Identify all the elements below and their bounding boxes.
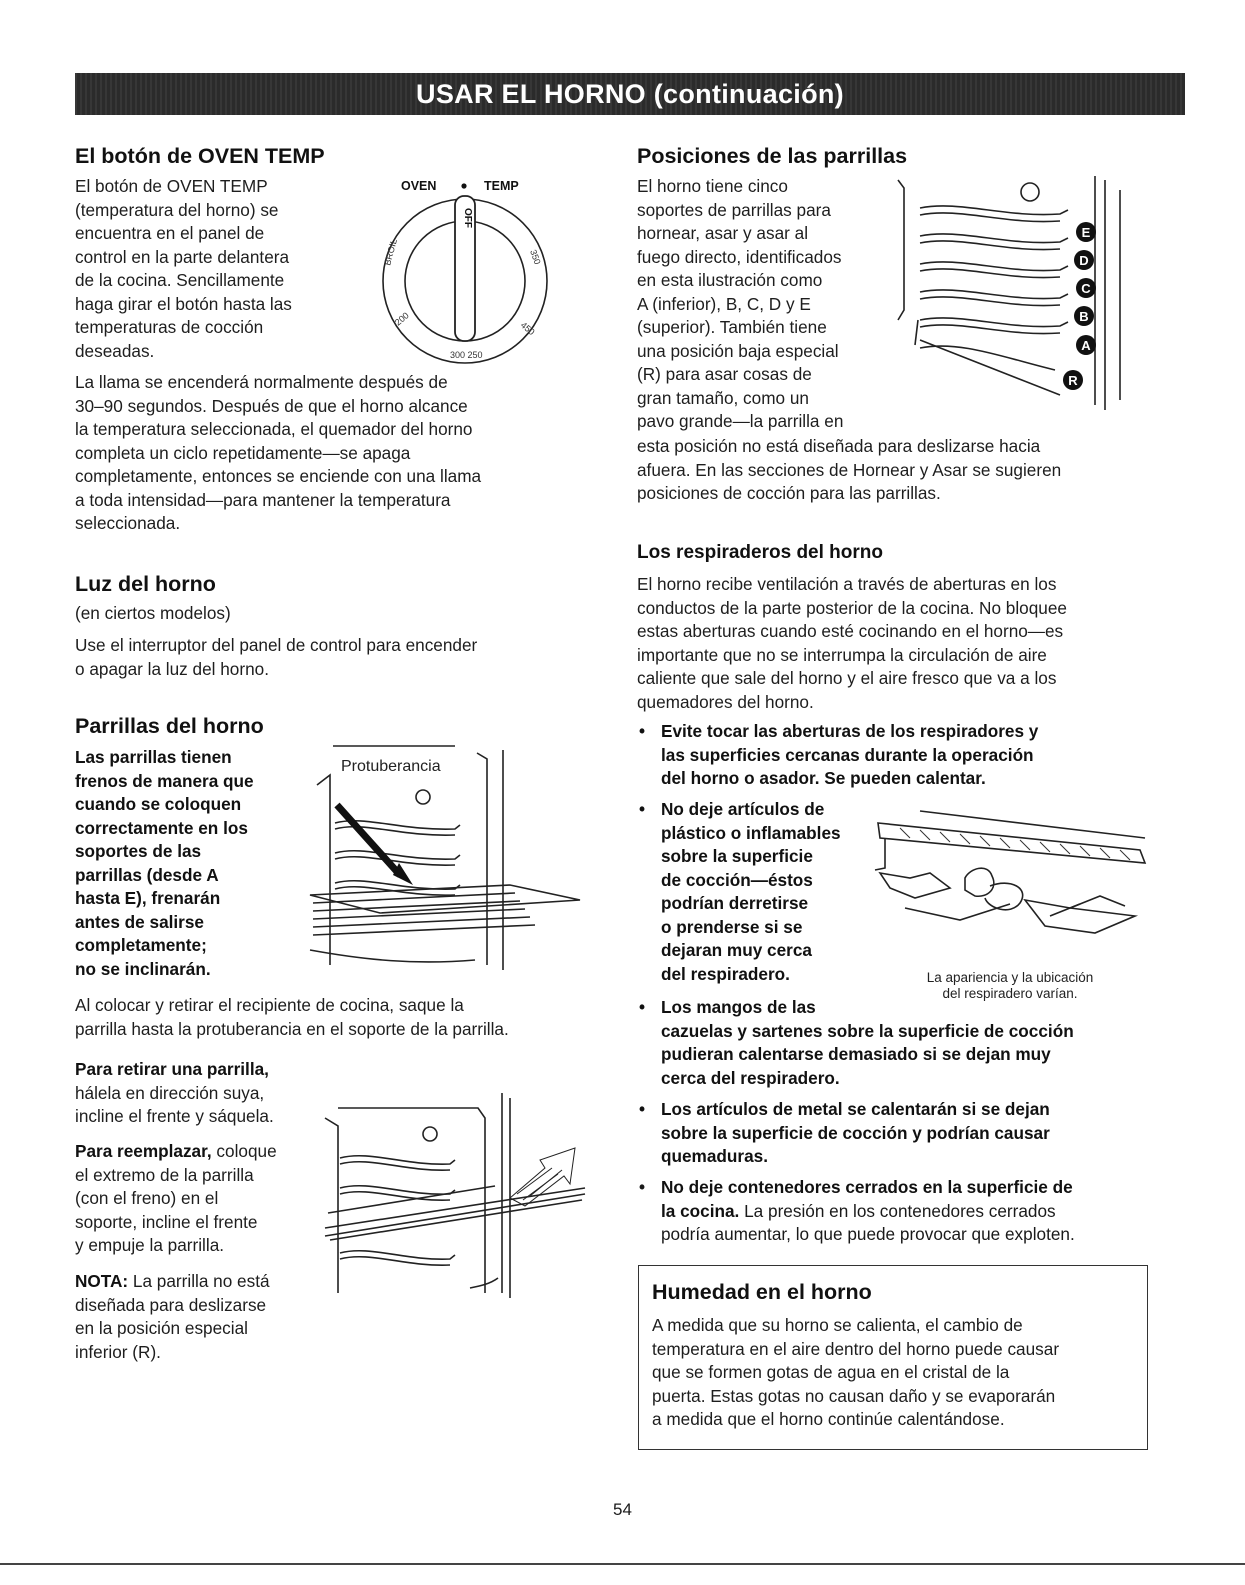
rack-positions-narrow-text: El horno tiene cinco soportes de parrillas para hornear, asar y asar al fuego directo, identificados en esta ilustración como A (inferior), B, C, D y E (superior). También tiene una posición baja especial (R) para asar cosas de gran tamaño, como un pavo grande—la parrilla en	[637, 176, 844, 431]
rack-remove-text: Para retirar una parrilla, hálela en dirección suya, incline el frente y sáquela.	[75, 1059, 274, 1126]
svg-text:300 250: 300 250	[450, 350, 483, 360]
list-item: • No deje contenedores cerrados en la superficie de la cocina. La presión en los contenedores cerrados podría aumentar, lo que puede provocar que exploten.	[639, 1177, 1075, 1244]
knob-label-temp: TEMP	[484, 179, 519, 193]
vent-caption: La apariencia y la ubicación del respiradero varían.	[926, 970, 1094, 1001]
section-header-bar	[75, 73, 1185, 115]
rack-note-text: NOTA: La parrilla no está diseñada para deslizarse en la posición especial inferior (R).	[75, 1271, 270, 1362]
rack-positions-wide-text: esta posición no está diseñada para deslizarse hacia afuera. En las secciones de Hornear y Asar se sugieren posiciones de cocción para las parrillas.	[637, 436, 1062, 503]
knob-off-label: OFF	[462, 208, 473, 228]
oven-vents-body: El horno recibe ventilación a través de aberturas en los conductos de la parte posterior de la cocina. No bloquee estas aberturas cuando esté cocinando en el horno—es importante que no se interrumpa la circulación de aire caliente que sale del horno y el aire fresco que va a los quemadores del horno.	[637, 574, 1067, 712]
rack-after-text: Al colocar y retirar el recipiente de cocina, saque la parrilla hasta la protuberancia en el soporte de la parrilla.	[75, 995, 509, 1039]
rack-remove-illustration	[320, 1088, 585, 1308]
oven-racks-bold-text: Las parrillas tienen frenos de manera que cuando se coloquen correctamente en los soportes de las parrillas (desde A hasta E), frenarán antes de salirse completamente; no se inclinarán.	[75, 747, 254, 979]
oven-temp-body: La llama se encenderá normalmente después de 30–90 segundos. Después de que el horno alcance la temperatura seleccionada, el quemador del horno completa un ciclo repetidamente—se apaga completamente, entonces se enciende con una llama a toda intensidad—para mantener la temperatura seleccionada.	[75, 372, 482, 533]
list-item: • Evite tocar las aberturas de los respiradores y las superficies cercanas durante la operación del horno o asador. Se pueden calentar.	[639, 721, 1039, 788]
list-item: • Los artículos de metal se calentarán si se dejan sobre la superficie de cocción y podrían causar quemaduras.	[639, 1099, 1050, 1166]
page-number: 54	[613, 1500, 632, 1519]
rack-positions-heading: Posiciones de las parrillas	[637, 144, 908, 168]
oven-temp-heading: El botón de OVEN TEMP	[75, 144, 325, 168]
oven-humidity-heading: Humedad en el horno	[652, 1280, 872, 1304]
list-item: • No deje artículos de plástico o inflamables sobre la superficie de cocción—éstos podrían derretirse o prenderse si se dejaran muy cerca del respiradero.	[639, 799, 841, 984]
oven-light-note: (en ciertos modelos)	[75, 603, 231, 623]
svg-text:450: 450	[518, 319, 537, 338]
oven-temp-knob-illustration	[380, 176, 555, 371]
oven-vents-heading: Los respiraderos del horno	[637, 542, 883, 563]
rack-letter-b: B	[1079, 309, 1089, 324]
oven-light-body: Use el interruptor del panel de control para encender o apagar la luz del horno.	[75, 635, 478, 679]
bottom-rule	[0, 1563, 1245, 1565]
svg-text:BROIL: BROIL	[382, 237, 399, 267]
rack-letter-e: E	[1081, 225, 1091, 240]
rack-letter-r: R	[1068, 373, 1078, 388]
rack-letter-d: D	[1079, 253, 1089, 268]
rack-replace-text: Para reemplazar, coloque el extremo de la parrilla (con el freno) en el soporte, incline el frente y empuje la parrilla.	[75, 1141, 277, 1255]
rack-letter-c: C	[1081, 281, 1091, 296]
svg-text:350: 350	[528, 248, 543, 266]
protuberance-label: Protuberancia	[341, 758, 441, 775]
vent-illustration	[870, 808, 1150, 968]
svg-text:200: 200	[392, 310, 411, 328]
list-item: • Los mangos de las cazuelas y sartenes sobre la superficie de cocción pudieran calentarse demasiado si se dejan muy cerca del respiradero.	[639, 997, 1074, 1088]
section-header-title: USAR EL HORNO (continuación)	[416, 78, 844, 109]
oven-temp-intro: El botón de OVEN TEMP (temperatura del horno) se encuentra en el panel de control en la parte delantera de la cocina. Sencillamente haga girar el botón hasta las temperaturas de cocción deseadas.	[75, 176, 292, 361]
oven-racks-heading: Parrillas del horno	[75, 714, 264, 738]
rack-positions-illustration	[890, 170, 1135, 415]
rack-stop-illustration	[305, 745, 590, 977]
oven-light-heading: Luz del horno	[75, 572, 216, 596]
rack-letter-a: A	[1081, 338, 1091, 353]
oven-humidity-body: A medida que su horno se calienta, el cambio de temperatura en el aire dentro del horno puede causar que se formen gotas de agua en el cristal de la puerta. Estas gotas no causan daño y se evaporarán a medida que el horno continúe calentándose.	[652, 1315, 1060, 1429]
knob-label-oven: OVEN	[401, 179, 437, 193]
